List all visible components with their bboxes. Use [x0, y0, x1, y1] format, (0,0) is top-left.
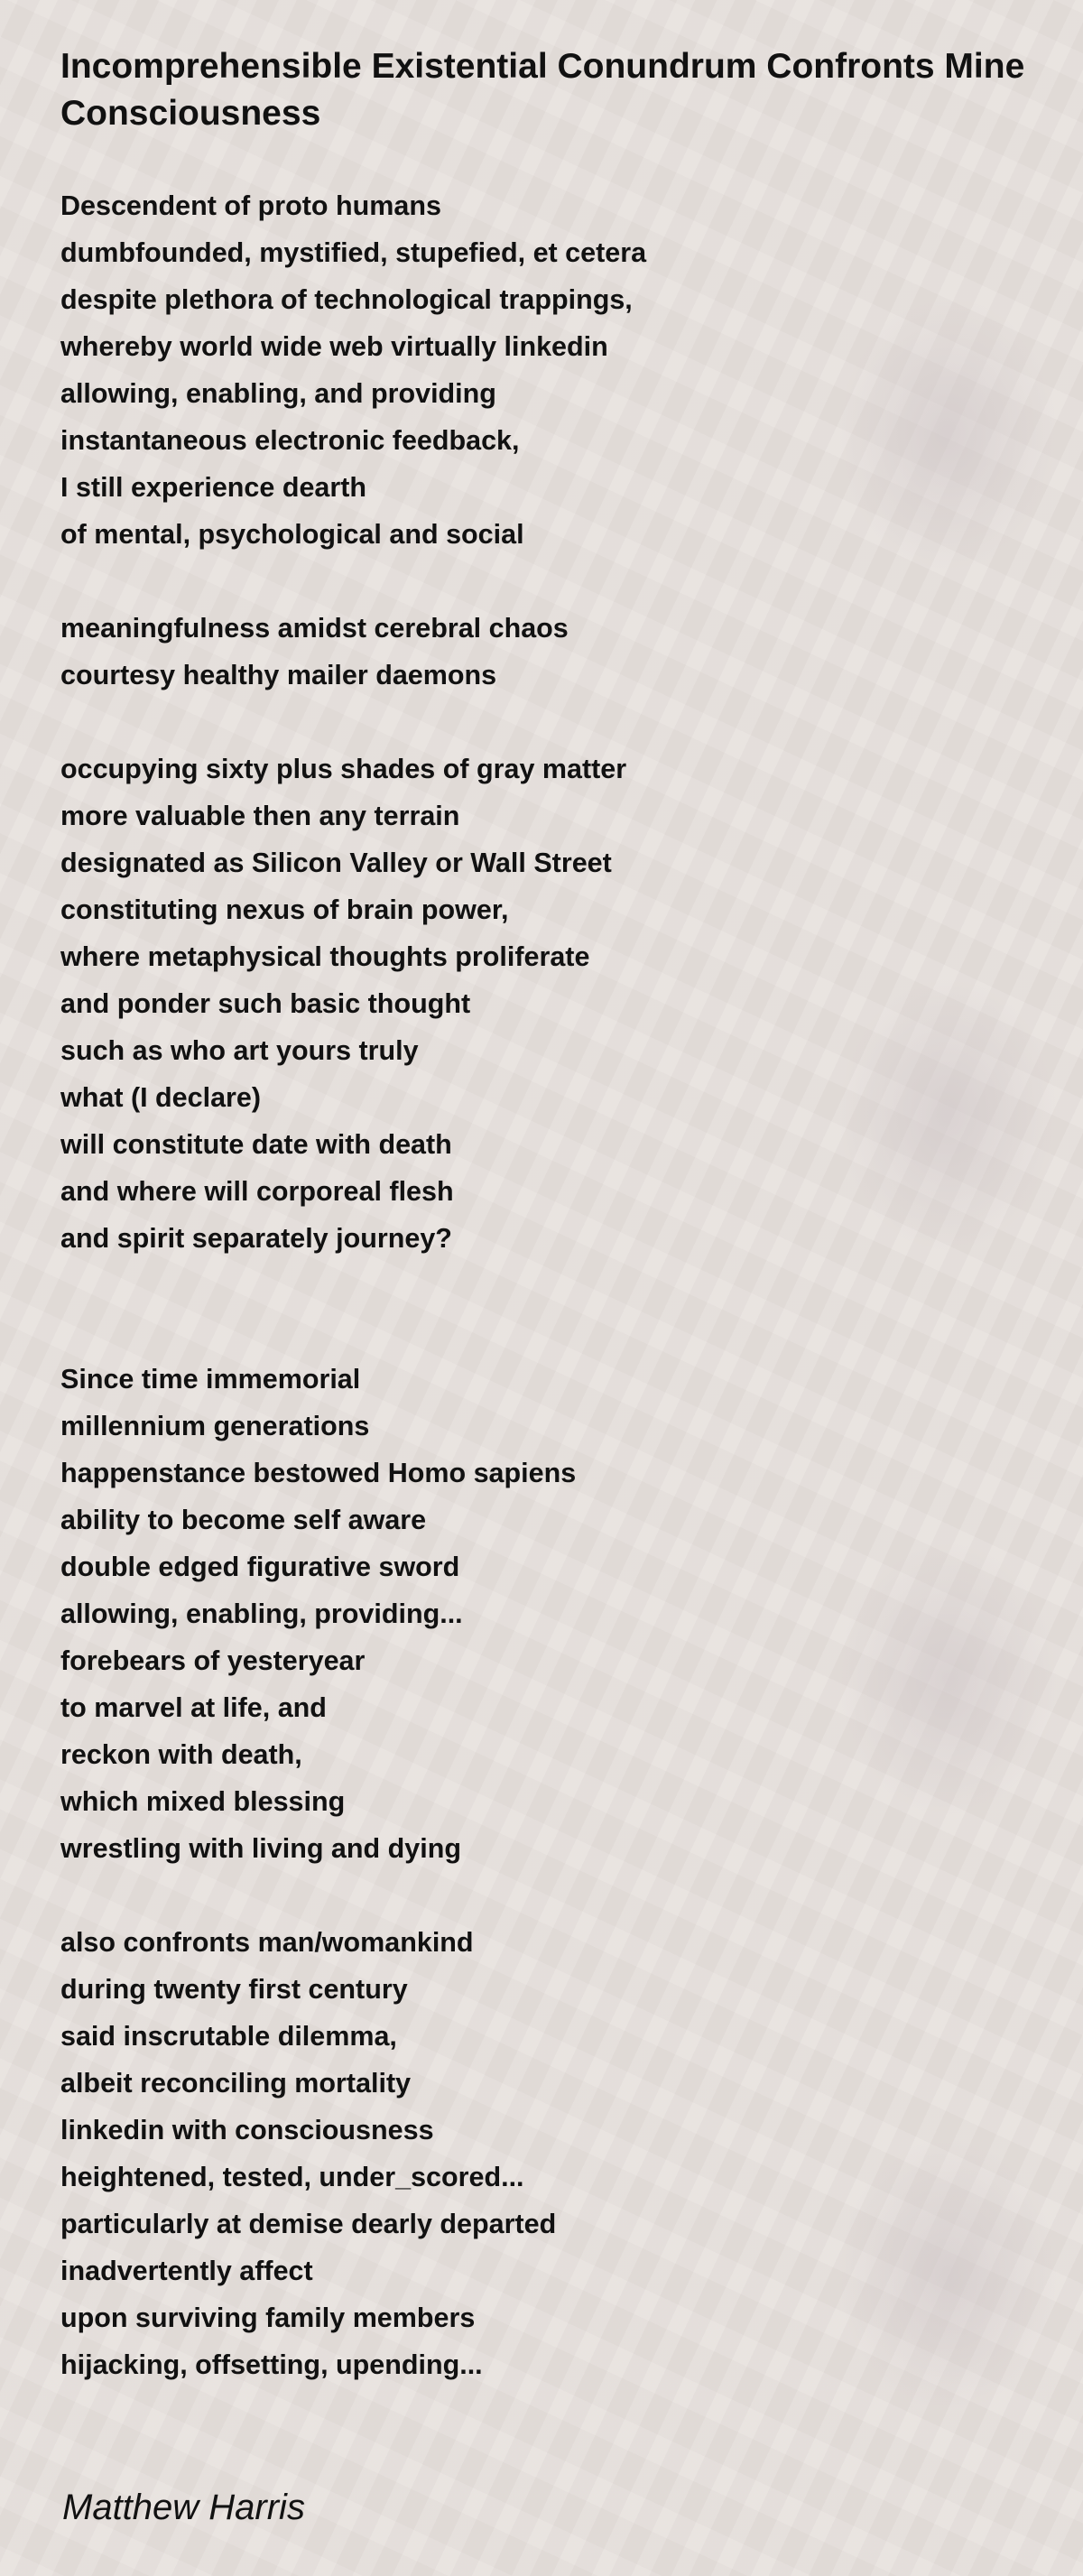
poem-line: heightened, tested, under_scored... — [60, 2162, 524, 2192]
poem-line: constituting nexus of brain power, — [60, 894, 509, 925]
poem-line: Since time immemorial — [60, 1364, 361, 1395]
stanza-break — [60, 1262, 1035, 1309]
poem-line: and where will corporeal flesh — [60, 1176, 454, 1207]
poem-line: said inscrutable dilemma, — [60, 2021, 397, 2052]
poem-line: double edged figurative sword — [60, 1552, 460, 1582]
poem-line: and ponder such basic thought — [60, 988, 471, 1019]
poem-line: millennium generations — [60, 1411, 370, 1441]
poem-line: albeit reconciling mortality — [60, 2068, 412, 2099]
poem-line: of mental, psychological and social — [60, 519, 524, 550]
poem-line: forebears of yesteryear — [60, 1645, 366, 1676]
poem-line: will constitute date with death — [60, 1129, 452, 1160]
poem-line: what (I declare) — [60, 1082, 262, 1113]
poem-author: Matthew Harris — [62, 2488, 305, 2527]
poem-line: to marvel at life, and — [60, 1692, 327, 1723]
poem-line: courtesy healthy mailer daemons — [60, 660, 497, 690]
poem-line: whereby world wide web virtually linkedin — [60, 331, 608, 362]
poem-line: particularly at demise dearly departed — [60, 2209, 557, 2239]
poem-line: meaningfulness amidst cerebral chaos — [60, 613, 569, 644]
stanza-break — [60, 1872, 1035, 1919]
poem-line: allowing, enabling, and providing — [60, 378, 496, 409]
poem-line: upon surviving family members — [60, 2303, 476, 2333]
poem-line: I still experience dearth — [60, 472, 367, 503]
poem-line: more valuable then any terrain — [60, 801, 460, 831]
poem-line: which mixed blessing — [60, 1786, 346, 1817]
poem-line: designated as Silicon Valley or Wall Street — [60, 848, 612, 878]
poem-line: hijacking, offsetting, upending... — [60, 2349, 483, 2380]
poem-line: and spirit separately journey? — [60, 1223, 452, 1254]
poem-line: Descendent of proto humans — [60, 190, 441, 221]
poem-line: occupying sixty plus shades of gray matter — [60, 754, 627, 784]
stanza-break — [60, 558, 1035, 605]
poem-line: dumbfounded, mystified, stupefied, et cetera — [60, 237, 647, 268]
poem-line: linkedin with consciousness — [60, 2115, 434, 2145]
poem-body — [60, 182, 1035, 2388]
poem-line: allowing, enabling, providing... — [60, 1598, 463, 1629]
poem-line: during twenty first century — [60, 1974, 408, 2005]
poem-line: happenstance bestowed Homo sapiens — [60, 1458, 577, 1488]
poem-line: instantaneous electronic feedback, — [60, 425, 520, 456]
poem-title: Incomprehensible Existential Conundrum Confronts Mine Consciousness — [60, 47, 1025, 133]
poem-line: such as who art yours truly — [60, 1035, 419, 1066]
stanza-break — [60, 1309, 1035, 1356]
poem-line: ability to become self aware — [60, 1505, 427, 1535]
stanza-break — [60, 699, 1035, 746]
poem-line: wrestling with living and dying — [60, 1833, 461, 1864]
poem-line: inadvertently affect — [60, 2256, 313, 2286]
poem-line: also confronts man/womankind — [60, 1927, 474, 1958]
poem-line: despite plethora of technological trappings, — [60, 284, 633, 315]
poem-line: reckon with death, — [60, 1739, 302, 1770]
poem-line: where metaphysical thoughts proliferate — [60, 941, 590, 972]
